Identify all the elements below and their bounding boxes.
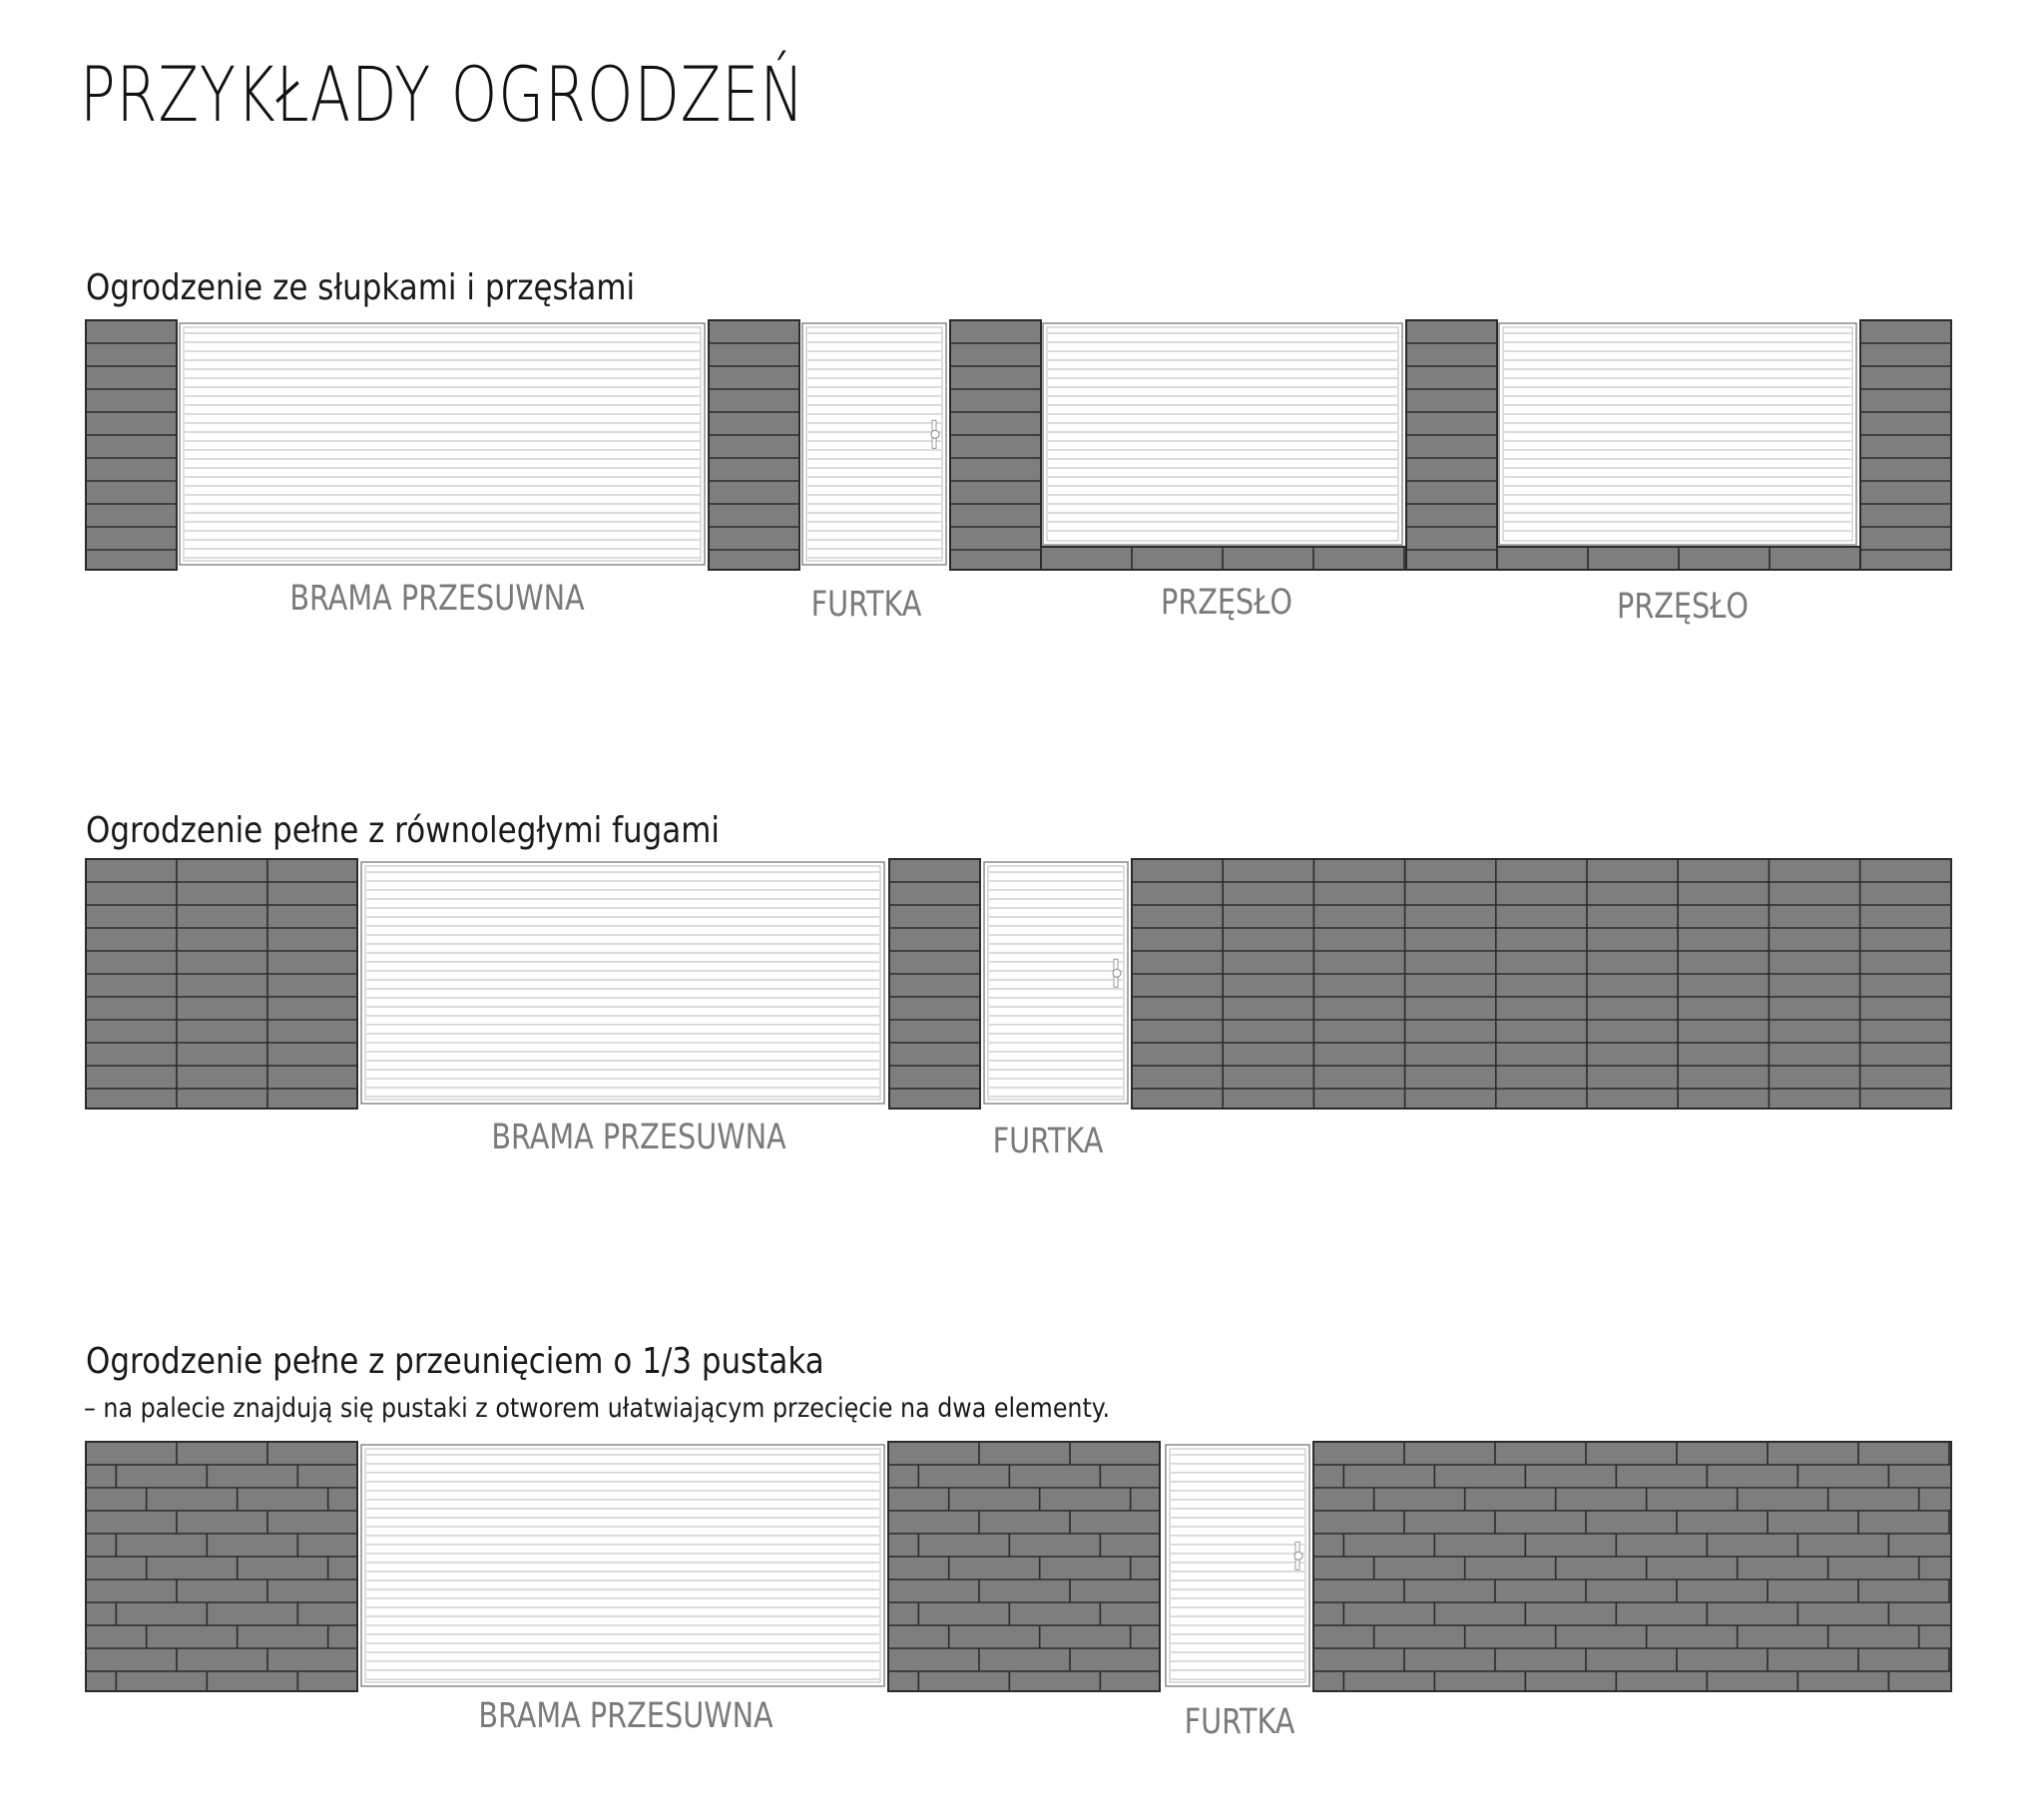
- post: [1406, 320, 1497, 570]
- sliding-gate: [180, 323, 705, 565]
- wicket-gate: [1166, 1445, 1309, 1686]
- fence-parallel-joints: [0, 856, 2044, 1111]
- wall-segment: [86, 1442, 357, 1691]
- sliding-gate: [361, 862, 884, 1104]
- section-1-span-label: PRZĘSŁO: [1161, 583, 1292, 623]
- span-base-wall: [1041, 547, 1406, 570]
- post: [86, 320, 177, 570]
- wall-segment: [888, 1442, 1160, 1691]
- sliding-gate: [361, 1445, 884, 1686]
- section-3-wicket-label: FURTKA: [1184, 1702, 1295, 1742]
- wicket-gate: [802, 323, 946, 565]
- section-1-wicket-label: FURTKA: [810, 585, 922, 625]
- fence-offset-joints: [0, 1439, 2044, 1693]
- span-panel: [1499, 323, 1856, 545]
- wicket-gate: [984, 862, 1128, 1104]
- section-2-wicket-label: FURTKA: [992, 1121, 1104, 1161]
- page-title: PRZYKŁADY OGRODZEŃ: [80, 50, 805, 139]
- section-3-heading: Ogrodzenie pełne z przeunięciem o 1/3 pustaka: [86, 1341, 824, 1382]
- post: [709, 320, 799, 570]
- post: [950, 320, 1041, 570]
- section-3-gate-label: BRAMA PRZESUWNA: [478, 1696, 773, 1736]
- wall-segment: [1132, 859, 1951, 1109]
- section-1-gate-label: BRAMA PRZESUWNA: [289, 579, 585, 619]
- post: [1860, 320, 1951, 570]
- span-panel: [1043, 323, 1402, 545]
- section-1-heading: Ogrodzenie ze słupkami i przęsłami: [86, 267, 636, 308]
- section-2-heading: Ogrodzenie pełne z równoległymi fugami: [86, 810, 720, 851]
- section-1-span-label-2: PRZĘSŁO: [1617, 587, 1749, 627]
- wall-segment: [86, 859, 357, 1109]
- wall-segment: [889, 859, 980, 1109]
- fence-posts-and-spans: [0, 317, 2044, 572]
- section-2-gate-label: BRAMA PRZESUWNA: [491, 1118, 786, 1157]
- wall-segment: [1313, 1442, 1951, 1691]
- section-3-note: – na palecie znajdują się pustaki z otworem ułatwiającym przecięcie na dwa elementy.: [84, 1393, 1111, 1424]
